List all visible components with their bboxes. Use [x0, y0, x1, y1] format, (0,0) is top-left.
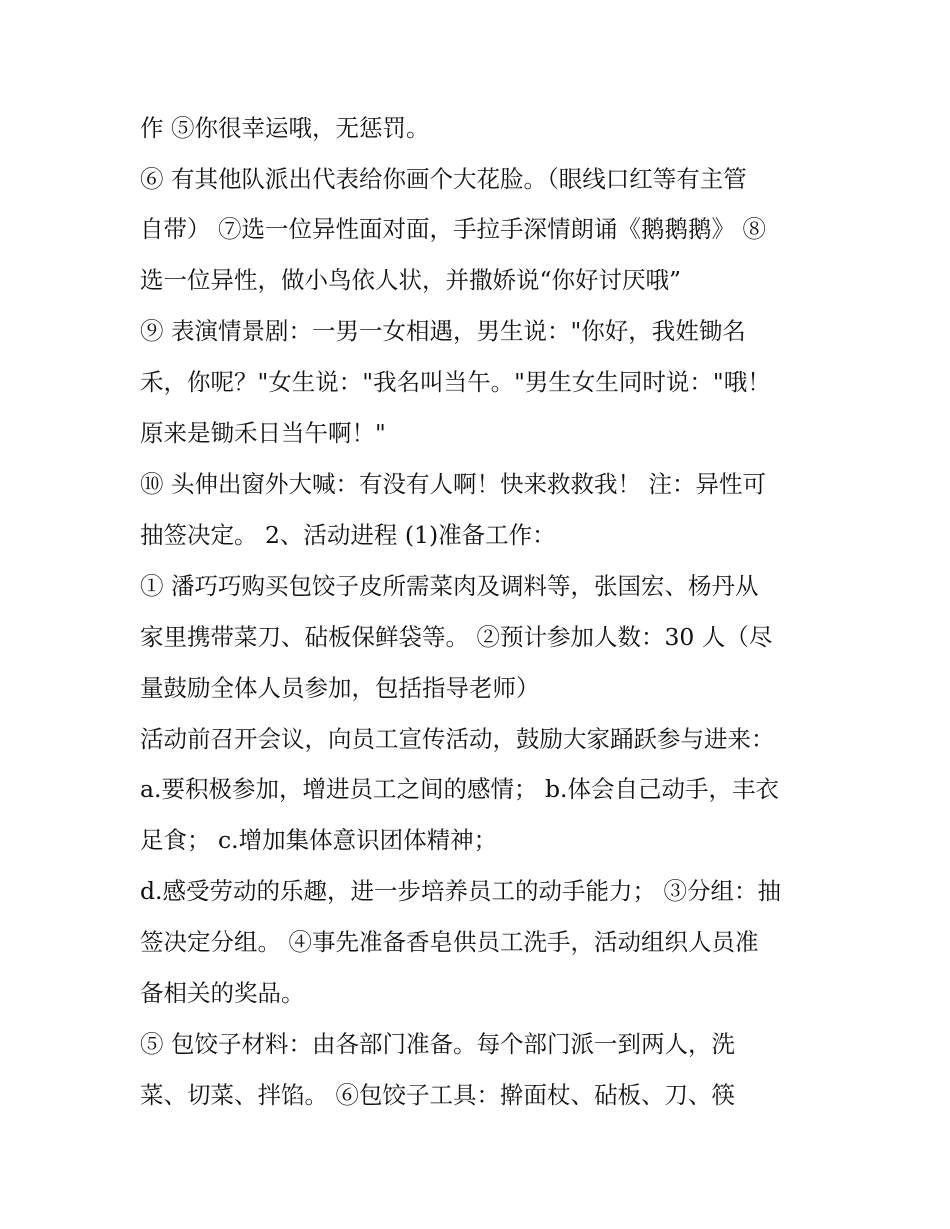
text-line: 禾，你呢？"女生说："我名叫当午。"男生女生同时说："哦！ — [140, 368, 771, 396]
text-line: ⑨ 表演情景剧：一男一女相遇，男生说："你好，我姓锄名 — [140, 317, 746, 345]
text-line: ⑤ 包饺子材料：由各部门准备。每个部门派一到两人，洗 — [140, 1030, 735, 1058]
text-line: ① 潘巧巧购买包饺子皮所需菜肉及调料等，张国宏、杨丹从 — [140, 572, 759, 600]
text-line: 原来是锄禾日当午啊！" — [140, 419, 386, 447]
text-line: 抽签决定。 2、活动进程 (1)准备工作： — [140, 521, 556, 549]
text-line: 签决定分组。 ④事先准备香皂供员工洗手，活动组织人员准 — [140, 928, 759, 956]
text-line: 量鼓励全体人员参加，包括指导老师） — [140, 674, 540, 702]
text-line: 备相关的奖品。 — [140, 979, 305, 1007]
text-line: a.要积极参加，增进员工之间的感情； b.体会自己动手，丰衣 — [140, 775, 779, 803]
text-line: d.感受劳动的乐趣，进一步培养员工的动手能力； ③分组：抽 — [140, 877, 781, 905]
text-line: 作 ⑤你很幸运哦，无惩罚。 — [140, 114, 430, 142]
text-line: ⑩ 头伸出窗外大喊：有没有人啊！快来救救我！ 注：异性可 — [140, 470, 766, 498]
text-line: 家里携带菜刀、砧板保鲜袋等。 ②预计参加人数：30 人（尽 — [140, 623, 773, 651]
text-line: ⑥ 有其他队派出代表给你画个大花脸。（眼线口红等有主管 — [140, 165, 747, 193]
text-line: 选一位异性，做小鸟依人状，并撒娇说“你好讨厌哦” — [140, 266, 682, 294]
text-line: 足食； c.增加集体意识团体精神； — [140, 826, 498, 854]
text-line: 自带） ⑦选一位异性面对面，手拉手深情朗诵《鹅鹅鹅》 ⑧ — [140, 215, 766, 243]
text-line: 菜、切菜、拌馅。 ⑥包饺子工具：擀面杖、砧板、刀、筷 — [140, 1081, 735, 1109]
text-line: 活动前召开会议，向员工宣传活动，鼓励大家踊跃参与进来： — [140, 725, 775, 753]
